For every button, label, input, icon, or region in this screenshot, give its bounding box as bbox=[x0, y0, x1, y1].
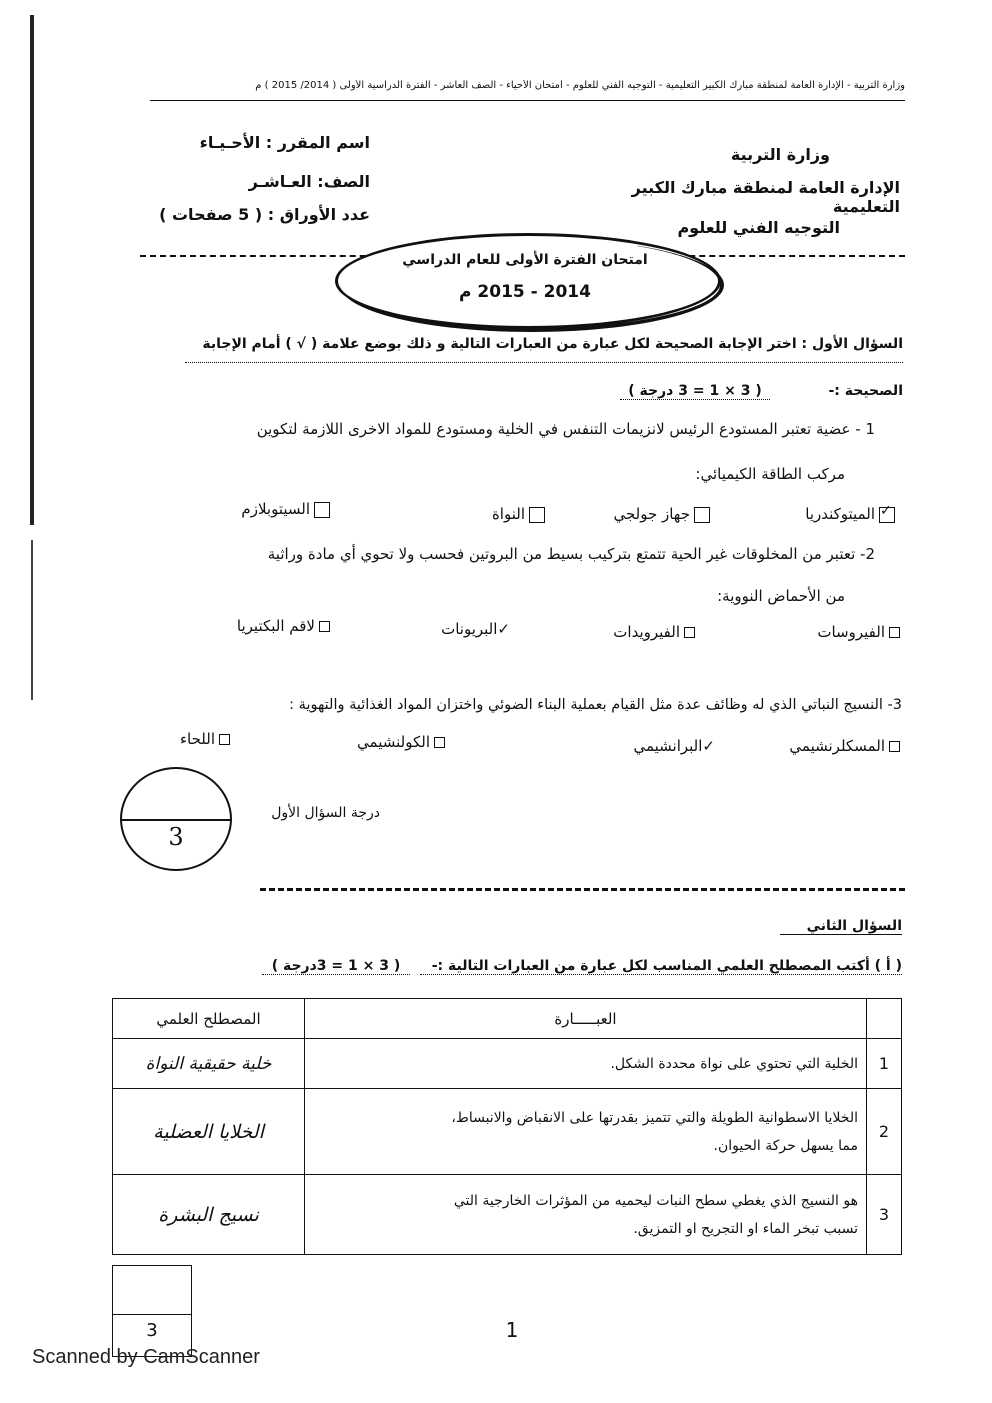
table-header-row bbox=[113, 999, 902, 1039]
exam-title-line2: 2014 - 2015 م bbox=[459, 282, 591, 302]
row-statement bbox=[305, 1089, 867, 1175]
header-term: المصطلح العلمي bbox=[113, 999, 305, 1039]
q1-item3-option-collenchyma[interactable]: الكولنشيمي bbox=[340, 733, 445, 751]
checkbox-icon[interactable] bbox=[434, 737, 445, 748]
row-number: 2 bbox=[867, 1089, 902, 1175]
statement-text: الخلية التي تحتوي على نواة محددة الشكل. bbox=[610, 1055, 858, 1072]
q1-marks: ( 3 × 1 = 3 درجة ) bbox=[620, 383, 770, 400]
q1-item3-text: 3- النسيج النباتي الذي له وظائف عدة مثل القيام بعملية البناء الضوئي واختزان المواد الغذائية والتهوية : bbox=[289, 697, 902, 713]
scan-edge-line bbox=[30, 15, 34, 525]
q1-item3-option-phloem[interactable]: اللحاء bbox=[160, 730, 230, 748]
q1-item3-option-parenchyma[interactable]: ✓البرانشيمي bbox=[633, 737, 715, 755]
statement-text: الخلايا الاسطوانية الطويلة والتي تتميز بقدرتها على الانقباض والانبساط، bbox=[451, 1109, 858, 1126]
table-row bbox=[113, 1089, 902, 1175]
q1-item2-text-cont: من الأحماض النووية: bbox=[717, 587, 845, 605]
page-number: 1 bbox=[505, 1318, 519, 1342]
statement-text: هو النسيج الذي يغطي سطح النبات ليحميه من المؤثرات الخارجية التي bbox=[453, 1192, 858, 1209]
statement-text-cont: مما يسهل حركة الحيوان. bbox=[713, 1137, 858, 1154]
q1-item2-option-bacteriophage[interactable]: لاقم البكتيريا bbox=[220, 617, 330, 635]
q2-part-a-instruction: ( أ ) أكتب المصطلح العلمي المناسب لكل عبارة من العبارات التالية :- bbox=[420, 958, 902, 975]
checkbox-icon[interactable] bbox=[889, 741, 900, 752]
top-banner: وزارة التربية - الإدارة العامة لمنطقة مبارك الكبير التعليمية - التوجيه الفني للعلوم - امتحان الأحياء - الصف العاشر - الفترة الدراسية الأولى ( 2014/ 2015 ) م bbox=[255, 80, 905, 91]
q1-item1-option-mitochondria[interactable]: ✓الميتوكندريا bbox=[760, 505, 895, 523]
row-answer[interactable]: نسيج البشرة bbox=[113, 1175, 305, 1255]
grade-divider bbox=[122, 819, 230, 821]
table-row bbox=[113, 1175, 902, 1255]
ministry-name: وزارة التربية bbox=[730, 145, 830, 164]
header-num bbox=[867, 999, 902, 1039]
q1-item1-text: 1 - عضية تعتبر المستودع الرئيس لانزيمات التنفس في الخلية ومستودع للمواد الاخرى اللازمة لتكوين bbox=[256, 420, 875, 438]
q1-item2-option-prions[interactable]: ✓البريونات bbox=[441, 620, 510, 638]
q1-item1-option-nucleus[interactable]: النواة bbox=[460, 505, 545, 523]
scan-edge-line-lower bbox=[31, 540, 33, 700]
section-divider bbox=[260, 888, 905, 891]
subject-name: اسم المقرر : الأحـيـاء bbox=[199, 133, 370, 152]
checkbox-icon[interactable] bbox=[314, 502, 330, 518]
checkbox-icon[interactable] bbox=[319, 621, 330, 632]
q1-grade-label: درجة السؤال الأول bbox=[271, 805, 380, 821]
check-mark-icon: ✓ bbox=[702, 737, 715, 755]
row-statement bbox=[305, 1039, 867, 1089]
table-row bbox=[113, 1039, 902, 1089]
supervision-name: التوجيه الفني للعلوم bbox=[677, 218, 840, 237]
q2-grade-value: 3 bbox=[146, 1320, 158, 1341]
row-answer[interactable]: الخلايا العضلية bbox=[113, 1089, 305, 1175]
checkbox-icon[interactable] bbox=[889, 627, 900, 638]
directorate-name: الإدارة العامة لمنطقة مبارك الكبير التعليمية bbox=[631, 178, 900, 216]
q1-item2-text: 2- تعتبر من المخلوقات غير الحية تتمتع بتركيب بسيط من البروتين فحسب ولا تحوي أي مادة وراثية bbox=[267, 545, 875, 563]
q1-heading-continued: الصحيحة :- bbox=[828, 383, 903, 399]
checkbox-checked-icon[interactable] bbox=[879, 507, 895, 523]
checkbox-icon[interactable] bbox=[529, 507, 545, 523]
q1-heading: السؤال الأول : اختر الإجابة الصحيحة لكل عبارة من العبارات التالية و ذلك بوضع علامة ( √ ) أمام الإجابة bbox=[202, 336, 903, 352]
q1-item1-option-cytoplasm[interactable]: السيتوبلازم bbox=[210, 500, 330, 518]
q2-heading: السؤال الثاني bbox=[780, 918, 902, 935]
row-number: 1 bbox=[867, 1039, 902, 1089]
grade-divider bbox=[113, 1314, 191, 1315]
statement-text-cont: تسبب تبخر الماء او التجريح او التمزيق. bbox=[633, 1220, 858, 1237]
q2-grade-box bbox=[112, 1265, 192, 1357]
exam-title-line1: امتحان الفترة الأولى للعام الدراسي bbox=[402, 252, 648, 268]
q2-marks: ( 3 × 1 = 3درجة ) bbox=[262, 958, 410, 975]
q1-item1-text-cont: مركب الطاقة الكيميائي: bbox=[695, 465, 845, 483]
row-answer[interactable]: خلية حقيقية النواة bbox=[113, 1039, 305, 1089]
checkbox-icon[interactable] bbox=[694, 507, 710, 523]
row-statement bbox=[305, 1175, 867, 1255]
header-statement: العبـــــارة bbox=[305, 999, 867, 1039]
grade-level: الصف: العـاشـر bbox=[248, 172, 370, 191]
check-mark-icon: ✓ bbox=[497, 620, 510, 638]
banner-underline bbox=[150, 100, 905, 101]
q1-item1-option-golgi[interactable]: جهاز جولجي bbox=[570, 505, 710, 523]
q1-grade-circle bbox=[120, 767, 232, 871]
checkbox-icon[interactable] bbox=[684, 627, 695, 638]
q1-item2-option-viruses[interactable]: الفيروسات bbox=[795, 623, 900, 641]
q1-item3-option-sclerenchyma[interactable]: المسكلرنشيمي bbox=[775, 737, 900, 755]
row-number: 3 bbox=[867, 1175, 902, 1255]
q1-heading-underline bbox=[185, 362, 903, 363]
checkbox-icon[interactable] bbox=[219, 734, 230, 745]
q1-grade-value: 3 bbox=[168, 823, 184, 851]
scientific-terms-table bbox=[112, 998, 902, 1255]
q1-item2-option-viroids[interactable]: الفيرويدات bbox=[590, 623, 695, 641]
scanner-watermark: Scanned by CamScanner bbox=[32, 1346, 260, 1368]
page-count: عدد الأوراق : ( 5 صفحات ) bbox=[159, 205, 370, 224]
